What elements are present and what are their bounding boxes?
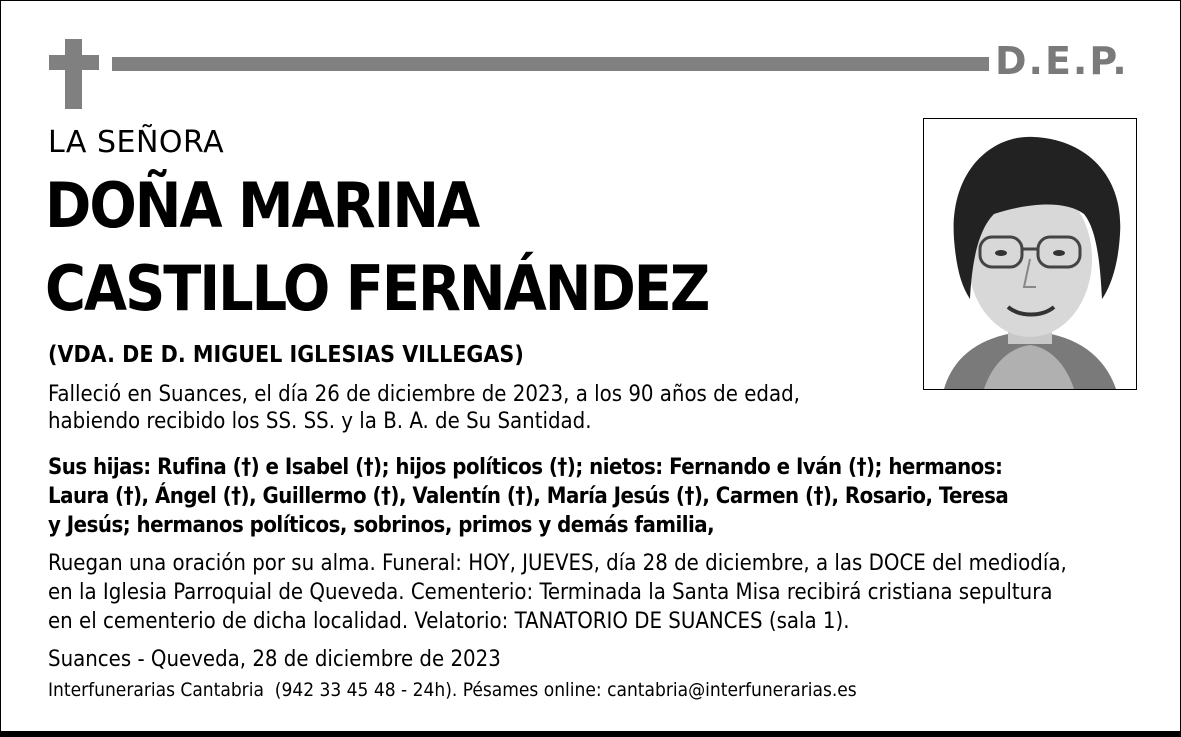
dep-heading: D.E.P. (995, 39, 1129, 83)
funeral-line: en el cementerio de dicha localidad. Velatorio: TANATORIO DE SUANCES (sala 1). (48, 609, 850, 634)
funeral-line: Ruegan una oración por su alma. Funeral: HOY, JUEVES, día 28 de diciembre, a las DOCE del mediodía, (48, 551, 1067, 576)
death-line: habiendo recibido los SS. SS. y la B. A. de Su Santidad. (48, 409, 592, 434)
family-line: Laura (†), Ángel (†), Guillermo (†), Valentín (†), María Jesús (†), Carmen (†), Rosario, Teresa (48, 484, 1009, 509)
death-line: Falleció en Suances, el día 26 de diciembre de 2023, a los 90 años de edad, (48, 382, 800, 407)
family-line: y Jesús; hermanos políticos, sobrinos, primos y demás familia, (48, 513, 715, 538)
header-rule (112, 57, 989, 71)
deceased-name-line2: CASTILLO FERNÁNDEZ (45, 252, 709, 325)
portrait-photo (923, 118, 1137, 390)
funeral-line: en la Iglesia Parroquial de Queveda. Cementerio: Terminada la Santa Misa recibirá cristiana sepultura (48, 580, 1053, 605)
place-date: Suances - Queveda, 28 de diciembre de 2023 (48, 647, 501, 672)
deceased-name-line1: DOÑA MARINA (45, 169, 479, 242)
widow-of-line: (VDA. DE D. MIGUEL IGLESIAS VILLEGAS) (48, 342, 524, 368)
family-line: Sus hijas: Rufina (†) e Isabel (†); hijos políticos (†); nietos: Fernando e Iván (†); hermanos: (48, 455, 1003, 480)
family-paragraph (48, 453, 1008, 540)
title-label: LA SEÑORA (48, 125, 225, 160)
funeral-home-contact: Interfunerarias Cantabria (942 33 45 48 - 24h). Pésames online: cantabria@interfunerarias.es (48, 679, 857, 701)
death-paragraph (48, 381, 800, 435)
funeral-paragraph (48, 549, 1067, 636)
